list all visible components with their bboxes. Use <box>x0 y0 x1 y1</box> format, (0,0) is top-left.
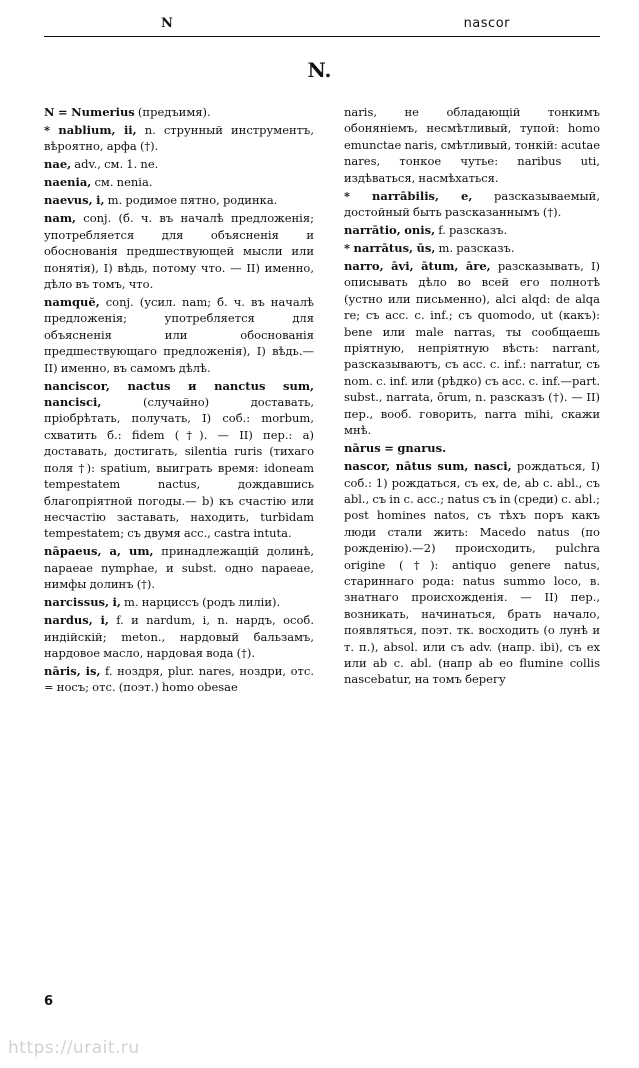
definition: n. струнный инструментъ, вѣроятно, арфа (†). <box>44 123 314 154</box>
definition: рождаться, I) соб.: 1) рождаться, съ ex, de, ab c. abl., съ abl., съ in c. acc.; natus съ in (среди) c. abl.; post homines natos, съ тѣхъ поръ какъ люди стали жить: Macedo natus (по рожденію).—2) происходить, pulchra origine (†): antiquo genere natus, стариннаго рода: natus summo loco, в. знатнаго происхожденія. — II) пер., возникать, начинаться, брать начало, появляться, поэт. тк. восходить (о лунѣ и т. п.), absol. или съ adv. (напр. ibi), съ ex или ab c. abl. (напр ab eo flumine collis nascebatur, на томъ берегу <box>344 459 600 687</box>
definition: conj. (усил. nam; б. ч. въ началѣ предложенія; употребляется для объясненія или обоснованія предшествующаго предложенія), I) вѣдь.—II) именно, въ самомъ дѣлѣ. <box>44 295 314 375</box>
watermark-url: https://urait.ru <box>8 1038 140 1058</box>
definition: m. родимое пятно, родинка. <box>104 193 278 208</box>
left-column <box>44 104 314 697</box>
page-number: 6 <box>44 994 54 1009</box>
headword: nardus, i, <box>44 613 109 628</box>
headword: nae, <box>44 157 72 172</box>
headword: narrātio, onis, <box>344 223 436 238</box>
running-head <box>44 13 600 35</box>
dictionary-entry <box>44 104 314 120</box>
dictionary-entry <box>44 543 314 592</box>
definition: conj. (б. ч. въ началѣ предложенія; употребляется для объясненія и обоснованія предшествующей мысли или понятія), I) вѣдь, потому что. — II) именно, дѣло въ томъ, что. <box>44 211 314 292</box>
running-head-word: nascor <box>463 16 510 31</box>
dictionary-entry <box>44 378 314 542</box>
definition: разсказывать, I) описывать дѣло во всей его полнотѣ (устно или письменно), alci alqd: de alqa re; съ acc. c. inf.; съ quomodo, ut (какъ): bene или male narras, ты сообщаешь пріятную, непріятную вѣсть: narrant, разсказываютъ, съ acc. c. inf.: narratur, съ nom. c. inf. или (рѣдко) съ acc. c. inf.—part. subst., narrata, ōrum, n. разсказъ (†). — II) пер., вооб. говорить, narra mihi, скажи мнѣ. <box>344 259 600 438</box>
definition: разсказываемый, достойный быть разсказаннымъ (†). <box>344 188 600 220</box>
section-letter: N. <box>307 58 332 82</box>
headword: nam, <box>44 211 76 226</box>
right-column <box>344 104 600 689</box>
headword: nāris, is, <box>44 663 101 678</box>
dictionary-entry <box>44 174 314 190</box>
dictionary-entry <box>344 258 600 438</box>
definition: см. nenia. <box>91 175 153 190</box>
definition: adv., см. 1. ne. <box>71 157 159 172</box>
dictionary-entry <box>344 440 600 456</box>
definition: m. разсказъ. <box>435 241 515 256</box>
headword: nāpaeus, a, um, <box>44 544 154 559</box>
headword: * narrābilis, e, <box>344 188 473 203</box>
dictionary-entry <box>344 104 600 186</box>
dictionary-entry <box>344 188 600 221</box>
dictionary-entry <box>344 458 600 688</box>
definition: f. и nardum, i, n. нардъ, особ. индійскій; meton., нардовый бальзамъ, нардовое масло, нардовая вода (†). <box>44 613 314 660</box>
headword: nārus = gnarus. <box>344 441 447 456</box>
headword: * narrātus, ūs, <box>344 241 436 256</box>
dictionary-entry <box>344 222 600 238</box>
headword: naevus, i, <box>44 193 105 208</box>
header-rule <box>44 36 600 37</box>
headword: narcissus, i, <box>44 595 121 610</box>
definition: (случайно) доставать, пріобрѣтать, получать, I) соб.: morbum, схватить б.: fidem (†). — II) пер.: а) доставать, достигать, silentia ruris (тихаго поля †): spatium, выиграть время: idoneam tempestatem nactus, дождавшись благопріятной погоды.— b) къ счастію или несчастію заставать, находить, turbidam tempestatem; съ двумя acc., castra intuta. <box>44 395 314 541</box>
headword: nascor, nātus sum, nasci, <box>344 459 512 474</box>
dictionary-entry <box>44 612 314 661</box>
dictionary-entry <box>44 192 314 208</box>
definition: m. нарциссъ (родъ лиліи). <box>120 595 281 610</box>
dictionary-entry <box>44 294 314 376</box>
dictionary-entry <box>344 240 600 256</box>
headword: narro, āvi, ātum, āre, <box>344 259 491 274</box>
dictionary-entry <box>44 156 314 172</box>
dictionary-entry <box>44 594 314 610</box>
headword: nanciscor, nactus и nanctus sum, nancisci, <box>44 378 314 410</box>
dictionary-entry <box>44 210 314 292</box>
definition: (предъимя). <box>134 105 211 119</box>
headword: naenia, <box>44 175 92 190</box>
dictionary-entry <box>44 663 314 696</box>
dictionary-entry <box>44 122 314 155</box>
running-head-letter: N <box>161 16 173 31</box>
headword: N = Numerius <box>44 105 135 119</box>
definition: naris, не обладающій тонкимъ обоняніемъ, несмѣтливый, тупой: homo emunctae naris, смѣтливый, тонкій: acutae nares, тонкое чутье: naribus uti, издѣваться, насмѣхаться. <box>344 105 600 185</box>
definition: f. ноздря, plur. nares, ноздри, отс. = носъ; отс. (поэт.) homo obesae <box>44 663 314 695</box>
headword: namquĕ, <box>44 295 100 310</box>
definition: f. разсказъ. <box>435 223 508 238</box>
definition: принадлежащій долинѣ, napaeae nymphae, и subst. одно napaeae, нимфы долинъ (†). <box>44 544 314 592</box>
headword: * nablium, ii, <box>44 123 137 137</box>
